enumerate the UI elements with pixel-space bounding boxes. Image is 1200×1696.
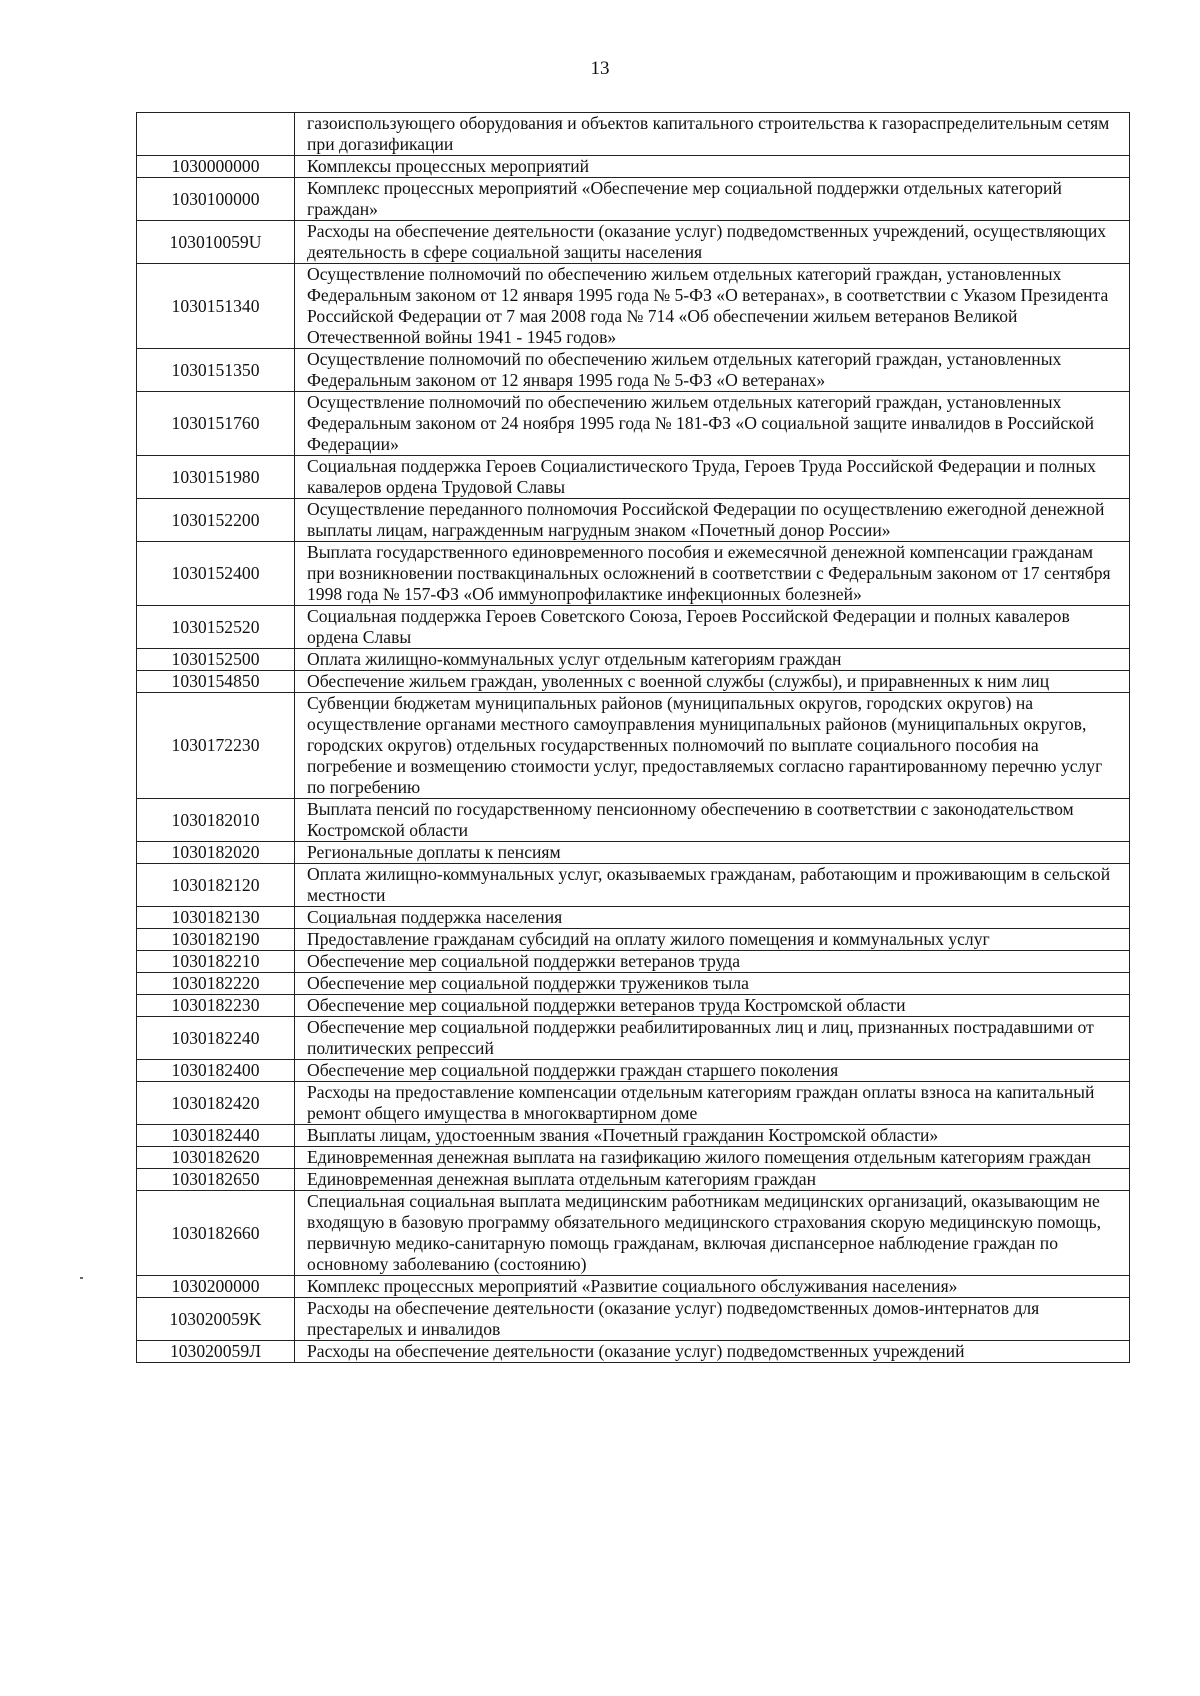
row-code: 1030182020 — [137, 842, 295, 864]
row-name: Расходы на обеспечение деятельности (оказание услуг) подведомственных домов-интернатов для престарелых и инвалидов — [295, 1298, 1130, 1341]
table-row — [137, 221, 1130, 264]
table-row — [137, 456, 1130, 499]
table-row — [137, 1276, 1130, 1298]
row-code: 1030154850 — [137, 671, 295, 693]
row-code: 1030151340 — [137, 264, 295, 349]
row-code: 103020059K — [137, 1298, 295, 1341]
row-code: 1030152500 — [137, 649, 295, 671]
row-name: Специальная социальная выплата медицинским работникам медицинских организаций, оказывающим не входящую в базовую программу обязательного медицинского страхования скорую медицинскую помощь, первичную медико-санитарную помощь гражданам, включая диспансерное наблюдение граждан по основному заболеванию (состоянию) — [295, 1191, 1130, 1276]
row-code: 1030151350 — [137, 349, 295, 392]
row-name: Обеспечение мер социальной поддержки граждан старшего поколения — [295, 1060, 1130, 1082]
table-row — [137, 973, 1130, 995]
row-code: 1030182130 — [137, 907, 295, 929]
row-name: Оплата жилищно-коммунальных услуг, оказываемых гражданам, работающим и проживающим в сельской местности — [295, 864, 1130, 907]
row-code: 1030152520 — [137, 606, 295, 649]
row-name: Осуществление полномочий по обеспечению жильем отдельных категорий граждан, установленных Федеральным законом от 24 ноября 1995 года № 181-ФЗ «О социальной защите инвалидов в Российской Федерации» — [295, 392, 1130, 456]
scan-mark — [80, 1277, 83, 1279]
table-row — [137, 799, 1130, 842]
row-name: Региональные доплаты к пенсиям — [295, 842, 1130, 864]
row-name: Расходы на обеспечение деятельности (оказание услуг) подведомственных учреждений — [295, 1341, 1130, 1363]
table-row — [137, 995, 1130, 1017]
row-code: 1030182650 — [137, 1169, 295, 1191]
table-row — [137, 178, 1130, 221]
row-name: Обеспечение мер социальной поддержки тружеников тыла — [295, 973, 1130, 995]
row-name: Комплекс процессных мероприятий «Обеспечение мер социальной поддержки отдельных категорий граждан» — [295, 178, 1130, 221]
table-row — [137, 156, 1130, 178]
row-name: Предоставление гражданам субсидий на оплату жилого помещения и коммунальных услуг — [295, 929, 1130, 951]
row-code: 1030182210 — [137, 951, 295, 973]
row-name: Социальная поддержка Героев Советского Союза, Героев Российской Федерации и полных кавалеров ордена Славы — [295, 606, 1130, 649]
row-code: 1030182620 — [137, 1147, 295, 1169]
row-code: 1030182440 — [137, 1125, 295, 1147]
row-name: Комплекс процессных мероприятий «Развитие социального обслуживания населения» — [295, 1276, 1130, 1298]
row-name: Субвенции бюджетам муниципальных районов (муниципальных округов, городских округов) на осуществление органами местного самоуправления муниципальных районов (муниципальных округов, городских округов) отдельных государственных полномочий по выплате социального пособия на погребение и возмещению стоимости услуг, предоставляемых согласно гарантированному перечню услуг по погребению — [295, 693, 1130, 799]
table-row — [137, 1060, 1130, 1082]
row-name: Социальная поддержка населения — [295, 907, 1130, 929]
row-name: Осуществление полномочий по обеспечению жильем отдельных категорий граждан, установленных Федеральным законом от 12 января 1995 года № 5-ФЗ «О ветеранах», в соответствии с Указом Президента Российской Федерации от 7 мая 2008 года № 714 «Об обеспечении жильем ветеранов Великой Отечественной войны 1941 - 1945 годов» — [295, 264, 1130, 349]
row-name: Расходы на обеспечение деятельности (оказание услуг) подведомственных учреждений, осуществляющих деятельность в сфере социальной защиты населения — [295, 221, 1130, 264]
table-row — [137, 951, 1130, 973]
row-code: 1030200000 — [137, 1276, 295, 1298]
table-row — [137, 1341, 1130, 1363]
table-row — [137, 606, 1130, 649]
table-row — [137, 929, 1130, 951]
table-row — [137, 264, 1130, 349]
table-row — [137, 649, 1130, 671]
row-name: Расходы на предоставление компенсации отдельным категориям граждан оплаты взноса на капитальный ремонт общего имущества в многоквартирном доме — [295, 1082, 1130, 1125]
row-name: Обеспечение мер социальной поддержки реабилитированных лиц и лиц, признанных пострадавшими от политических репрессий — [295, 1017, 1130, 1060]
row-name: Комплексы процессных мероприятий — [295, 156, 1130, 178]
table-row — [137, 1017, 1130, 1060]
row-code: 1030151760 — [137, 392, 295, 456]
table-row — [137, 864, 1130, 907]
row-code: 1030172230 — [137, 693, 295, 799]
row-code: 1030182230 — [137, 995, 295, 1017]
row-code: 1030182420 — [137, 1082, 295, 1125]
table-row — [137, 907, 1130, 929]
table-row — [137, 349, 1130, 392]
table-row — [137, 392, 1130, 456]
table-row — [137, 842, 1130, 864]
row-code: 1030182240 — [137, 1017, 295, 1060]
row-code: 1030182010 — [137, 799, 295, 842]
table-row — [137, 542, 1130, 606]
row-name: Выплата пенсий по государственному пенсионному обеспечению в соответствии с законодательством Костромской области — [295, 799, 1130, 842]
row-code: 1030182220 — [137, 973, 295, 995]
table-row — [137, 1298, 1130, 1341]
table-row — [137, 1125, 1130, 1147]
table-row — [137, 113, 1130, 156]
row-name: Выплаты лицам, удостоенным звания «Почетный гражданин Костромской области» — [295, 1125, 1130, 1147]
table-row — [137, 1082, 1130, 1125]
table-row — [137, 671, 1130, 693]
row-code: 1030182660 — [137, 1191, 295, 1276]
row-name: Осуществление полномочий по обеспечению жильем отдельных категорий граждан, установленных Федеральным законом от 12 января 1995 года № 5-ФЗ «О ветеранах» — [295, 349, 1130, 392]
page-number: 13 — [590, 58, 610, 79]
row-name: Единовременная денежная выплата отдельным категориям граждан — [295, 1169, 1130, 1191]
row-code: 1030152400 — [137, 542, 295, 606]
row-code: 1030100000 — [137, 178, 295, 221]
row-name: Обеспечение мер социальной поддержки ветеранов труда Костромской области — [295, 995, 1130, 1017]
row-name: Осуществление переданного полномочия Российской Федерации по осуществлению ежегодной денежной выплаты лицам, награжденным нагрудным знаком «Почетный донор России» — [295, 499, 1130, 542]
table-row — [137, 1191, 1130, 1276]
row-code: 1030151980 — [137, 456, 295, 499]
row-name: Социальная поддержка Героев Социалистического Труда, Героев Труда Российской Федерации и полных кавалеров ордена Трудовой Славы — [295, 456, 1130, 499]
row-code: 103020059Л — [137, 1341, 295, 1363]
row-code: 1030182400 — [137, 1060, 295, 1082]
table-row — [137, 693, 1130, 799]
table-row — [137, 499, 1130, 542]
table-row — [137, 1147, 1130, 1169]
row-code: 103010059U — [137, 221, 295, 264]
row-name: Обеспечение жильем граждан, уволенных с военной службы (службы), и приравненных к ним лиц — [295, 671, 1130, 693]
row-name: Обеспечение мер социальной поддержки ветеранов труда — [295, 951, 1130, 973]
row-code: 1030182120 — [137, 864, 295, 907]
budget-classification-table — [136, 112, 1130, 1363]
row-code: 1030000000 — [137, 156, 295, 178]
table-body — [137, 113, 1130, 1363]
row-code — [137, 113, 295, 156]
row-name: Выплата государственного единовременного пособия и ежемесячной денежной компенсации гражданам при возникновении поствакцинальных осложнений в соответствии с Федеральным законом от 17 сентября 1998 года № 157-ФЗ «Об иммунопрофилактике инфекционных болезней» — [295, 542, 1130, 606]
table-row — [137, 1169, 1130, 1191]
row-code: 1030182190 — [137, 929, 295, 951]
row-name: Единовременная денежная выплата на газификацию жилого помещения отдельным категориям граждан — [295, 1147, 1130, 1169]
row-code: 1030152200 — [137, 499, 295, 542]
row-name: Оплата жилищно-коммунальных услуг отдельным категориям граждан — [295, 649, 1130, 671]
row-name: газоиспользующего оборудования и объектов капитального строительства к газораспределительным сетям при догазификации — [295, 113, 1130, 156]
